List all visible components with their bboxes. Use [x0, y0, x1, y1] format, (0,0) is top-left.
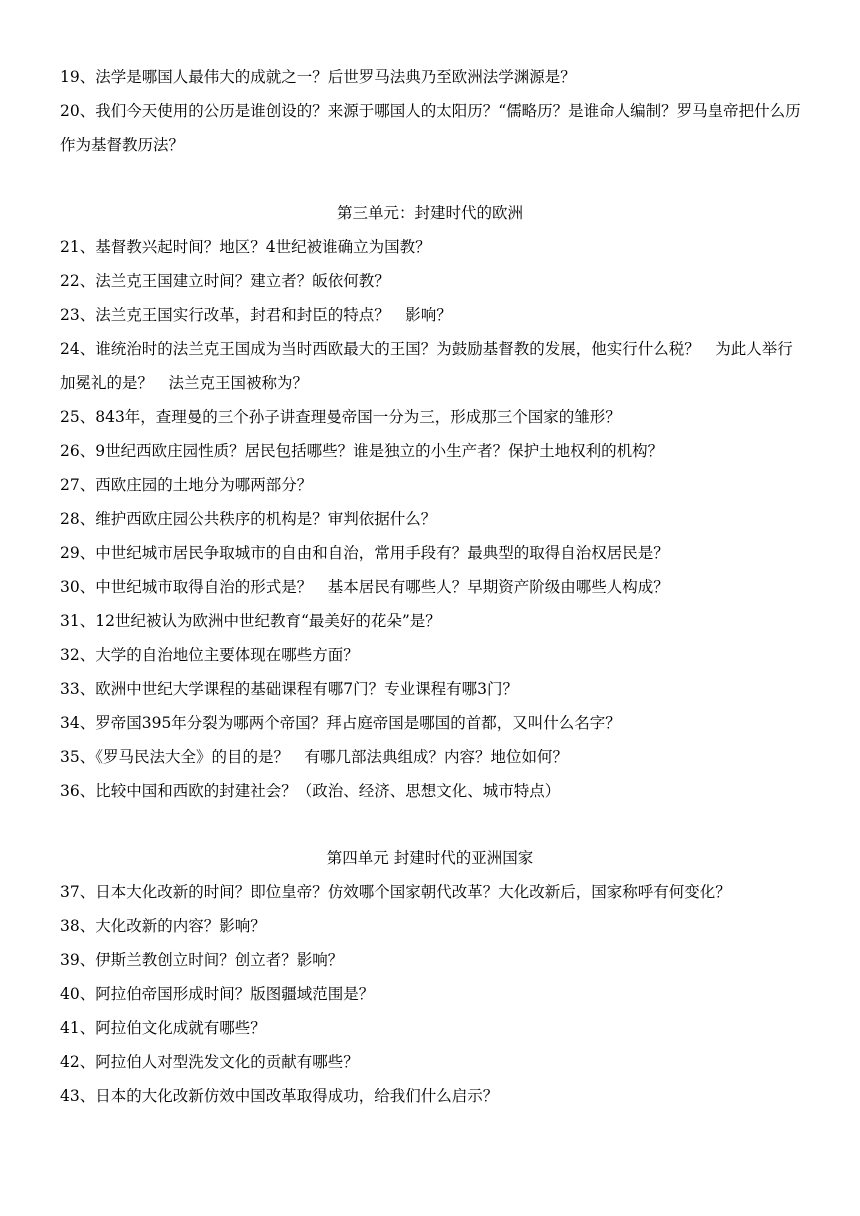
- question-42: 42、阿拉伯人对型洗发文化的贡献有哪些？: [60, 1053, 359, 1071]
- unit-3-heading: 第三单元：封建时代的欧洲: [336, 204, 523, 222]
- question-29: 29、中世纪城市居民争取城市的自由和自治，常用手段有？最典型的取得自治权居民是？: [60, 544, 669, 562]
- question-40: 40、阿拉伯帝国形成时间？版图疆域范围是？: [60, 985, 375, 1003]
- question-21: 21、基督教兴起时间？地区？4世纪被谁确立为国教？: [60, 238, 431, 256]
- question-43: 43、日本的大化改新仿效中国改革取得成功，给我们什么启示？: [60, 1087, 499, 1105]
- question-25: 25、843年，查理曼的三个孙子讲查理曼帝国一分为三，形成那三个国家的雏形？: [60, 408, 621, 426]
- question-22: 22、法兰克王国建立时间？建立者？皈依何教？: [60, 272, 390, 290]
- question-28: 28、维护西欧庄园公共秩序的机构是？审判依据什么？: [60, 510, 437, 528]
- question-30: 30、中世纪城市取得自治的形式是？ 基本居民有哪些人？早期资产阶级由哪些人构成？: [60, 578, 669, 596]
- question-27: 27、西欧庄园的土地分为哪两部分？: [60, 476, 313, 494]
- question-20: 20、我们今天使用的公历是谁创设的？来源于哪国人的太阳历？“儒略历？是谁命人编制？罗马皇帝把什么历作为基督教历法？: [60, 102, 801, 154]
- question-41: 41、阿拉伯文化成就有哪些？: [60, 1019, 266, 1037]
- question-23: 23、法兰克王国实行改革，封君和封臣的特点？ 影响？: [60, 306, 452, 324]
- question-34: 34、罗帝国395年分裂为哪两个帝国？拜占庭帝国是哪国的首都，又叫什么名字？: [60, 714, 621, 732]
- question-35: 35、《罗马民法大全》的目的是？ 有哪几部法典组成？内容？地位如何？: [60, 748, 568, 766]
- question-19: 19、法学是哪国人最伟大的成就之一？后世罗马法典乃至欧洲法学渊源是？: [60, 68, 576, 86]
- question-38: 38、大化改新的内容？影响？: [60, 917, 266, 935]
- question-24: 24、谁统治时的法兰克王国成为当时西欧最大的王国？为鼓励基督教的发展，他实行什么税？ 为此人举行加冕礼的是？ 法兰克王国被称为？: [60, 340, 793, 392]
- question-39: 39、伊斯兰教创立时间？创立者？影响？: [60, 951, 344, 969]
- unit-4-heading: 第四单元 封建时代的亚洲国家: [326, 849, 534, 867]
- question-37: 37、日本大化改新的时间？即位皇帝？仿效哪个国家朝代改革？大化改新后，国家称呼有何变化？: [60, 883, 731, 901]
- question-32: 32、大学的自治地位主要体现在哪些方面？: [60, 646, 359, 664]
- question-33: 33、欧洲中世纪大学课程的基础课程有哪7门？专业课程有哪3门？: [60, 680, 518, 698]
- question-36: 36、比较中国和西欧的封建社会？（政治、经济、思想文化、城市特点）: [60, 782, 561, 800]
- question-26: 26、9世纪西欧庄园性质？居民包括哪些？谁是独立的小生产者？保护土地权利的机构？: [60, 442, 664, 460]
- question-31: 31、12世纪被认为欧洲中世纪教育“最美好的花朵”是？: [60, 612, 441, 630]
